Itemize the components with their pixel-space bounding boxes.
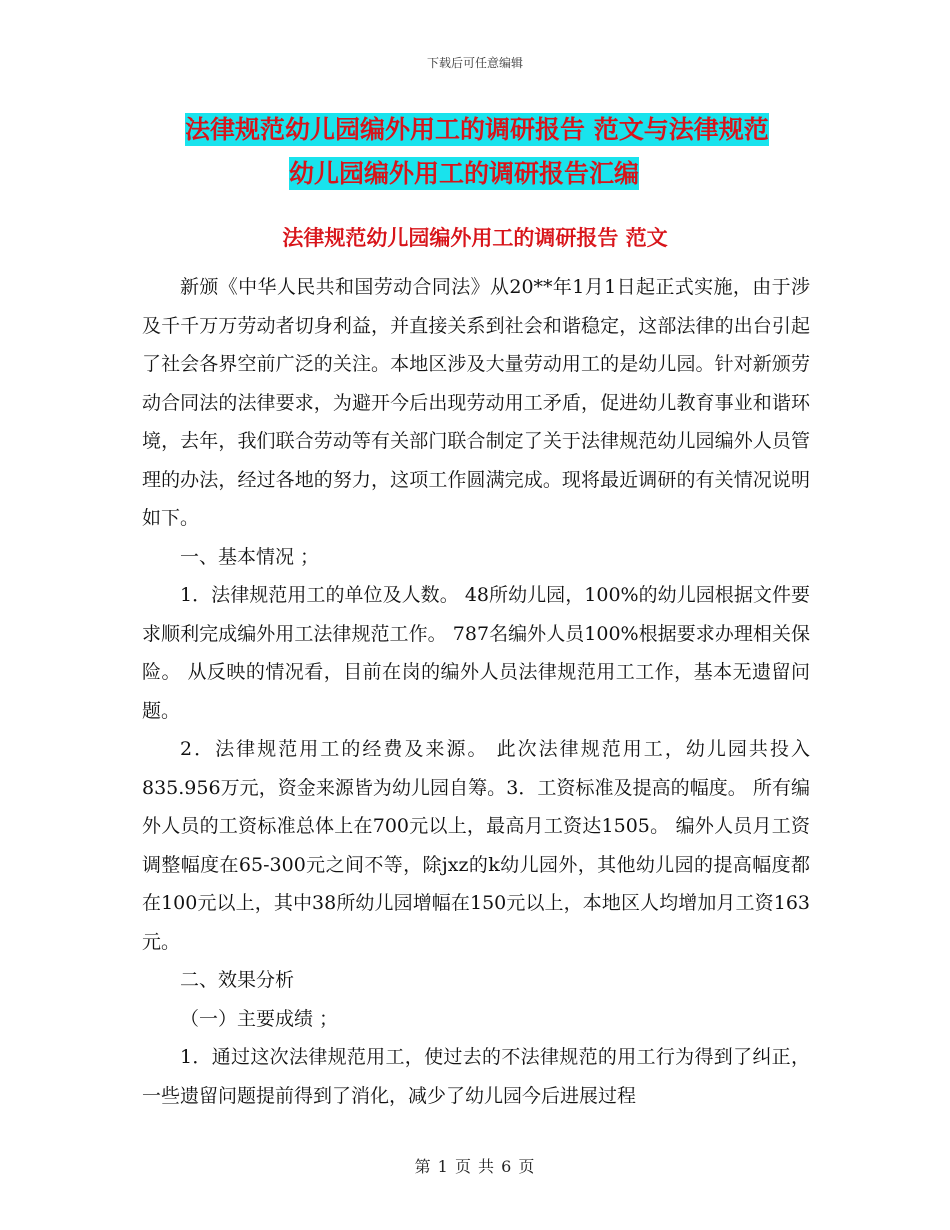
heading-basic-situation: 一、基本情况 ； xyxy=(180,545,320,568)
paragraph-units: 1．法律规范用工的单位及人数。 48所幼儿园，100%的幼儿园根据文件要求顺利完成编外用工法律规范工作。 787名编外人员100%根据要求办理相关保险。 从反映的情况看，目前在岗的编外人员法律规范用工工作，基本无遗留问题。 xyxy=(142,584,810,722)
section-title: 法律规范幼儿园编外用工的调研报告 范文 xyxy=(282,226,668,250)
header-note: 下载后可任意编辑 xyxy=(426,56,523,70)
page-footer: 第 1 页 共 6 页 xyxy=(414,1157,536,1176)
main-title-line-1: 法律规范幼儿园编外用工的调研报告 范文与法律规范 xyxy=(185,115,769,144)
paragraph-funding: 2．法律规范用工的经费及来源。 此次法律规范用工，幼儿园共投入835.956万元，资金来源皆为幼儿园自筹。3．工资标准及提高的幅度。 所有编外人员的工资标准总体上在700元以上，最高月工资达1505。 编外人员月工资调整幅度在65-300元之间不等，除jxz的k幼儿园外，其他幼儿园的提高幅度都在100元以上，其中38所幼儿园增幅在150元以上，本地区人均增加月工资163元。 xyxy=(142,738,810,953)
paragraph-intro: 新颁《中华人民共和国劳动合同法》从20**年1月1日起正式实施，由于涉及千千万万劳动者切身利益，并直接关系到社会和谐稳定，这部法律的出台引起了社会各界空前广泛的关注。本地区涉及大量劳动用工的是幼儿园。针对新颁劳动合同法的法律要求，为避开今后出现劳动用工矛盾，促进幼儿教育事业和谐环境，去年，我们联合劳动等有关部门联合制定了关于法律规范幼儿园编外人员管理的办法，经过各地的努力，这项工作圆满完成。现将最近调研的有关情况说明如下。 xyxy=(142,276,810,529)
main-title-line-2: 幼儿园编外用工的调研报告汇编 xyxy=(289,159,640,188)
paragraph-achievement-1: 1．通过这次法律规范用工，使过去的不法律规范的用工行为得到了纠正，一些遗留问题提前得到了消化，减少了幼儿园今后进展过程 xyxy=(142,1046,810,1107)
heading-main-achievements: （一）主要成绩 ； xyxy=(180,1007,339,1030)
heading-effect-analysis: 二、效果分析 xyxy=(180,969,295,991)
main-title xyxy=(185,108,825,196)
body-text xyxy=(142,268,810,1115)
